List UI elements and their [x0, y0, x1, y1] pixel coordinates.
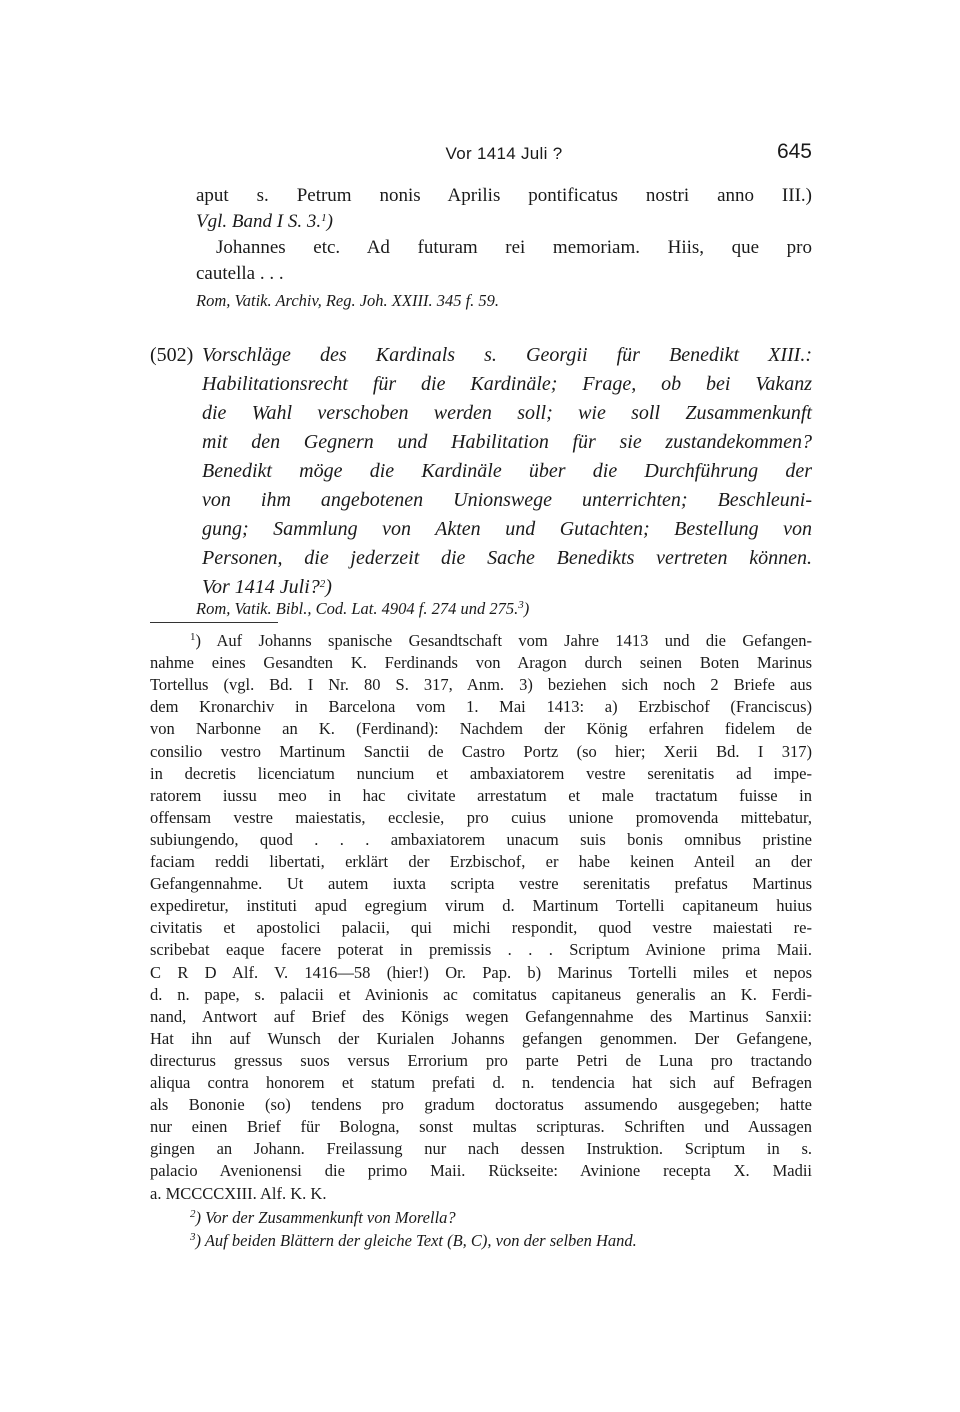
- footnote-1-line: [150, 873, 812, 895]
- entry-source: [196, 598, 529, 620]
- footnote-3-marker: 3: [190, 1231, 196, 1243]
- running-head: Vor 1414 Juli ?: [445, 144, 563, 163]
- entry-date-close: ): [325, 576, 332, 598]
- entry-source-close: ): [523, 599, 530, 618]
- intro-line: aput s. Petrum nonis Aprilis pontificatus nostri anno III.): [196, 185, 812, 206]
- entry-heading-line: von ihm angebotenen Unionswege unterrichten; Beschleuni-: [202, 489, 812, 511]
- footnote-1-line-text: nur einen Brief für Bologna, sonst multas scripturas. Schriften und Aussagen: [150, 1117, 812, 1137]
- footnote-1-line: [150, 652, 812, 674]
- footnote-1-line-text: offensam vestre maiestatis, ecclesie, pro cuius unione promovenda mittebatur,: [150, 807, 812, 827]
- footnote-1-line: [150, 851, 812, 873]
- footnote-1-line-text: a. MCCCCXIII. Alf. K. K.: [150, 1183, 327, 1203]
- footnote-1-line-text: expediretur, instituti apud egregium virum d. Martinum Tortelli capitaneum huius: [150, 896, 812, 916]
- footnote-1-line-text: ) Auf Johanns spanische Gesandtschaft vom Jahre 1413 und die Gefangen-: [195, 631, 812, 650]
- footnote-1-line: [150, 741, 812, 763]
- footnote-2-marker: 2: [190, 1208, 196, 1220]
- footnote-1-line: [150, 939, 812, 961]
- footnote-1-line-text: directurus gressus suos versus Errorium pro parte Petri de Luna pro tractando: [150, 1050, 812, 1070]
- footnote-1-line-text: gingen an Johann. Freilassung nur nach dessen Instruktion. Scriptum in s.: [150, 1139, 812, 1159]
- footnote-1-line: [150, 1094, 812, 1116]
- footnote-3: [190, 1230, 637, 1252]
- footnote-1-line: [150, 1116, 812, 1138]
- footnote-1-line-text: nahme eines Gesandten K. Ferdinands von Aragon durch seinen Boten Marinus: [150, 653, 812, 673]
- entry-source-text: Rom, Vatik. Bibl., Cod. Lat. 4904 f. 274 und 275.: [196, 599, 519, 618]
- intro-reference-close: ): [326, 211, 333, 232]
- footnote-1-line-text: Tortellus (vgl. Bd. I Nr. 80 S. 317, Anm. 3) beziehen sich noch 2 Briefe aus: [150, 675, 812, 695]
- footnote-1-line-text: scribebat eaque facere poterat in premissis . . . Scriptum Avinione prima Maii.: [150, 940, 812, 960]
- footnote-ref-2: 2: [319, 578, 326, 590]
- intro-line: cautella . . .: [196, 263, 284, 284]
- footnote-ref-3: 3: [518, 599, 524, 611]
- footnote-ref-1: 1: [321, 212, 327, 224]
- footnote-1-line-text: nand, Antwort auf Brief des Königs wegen Gefangennahme des Martinus Sanxii:: [150, 1006, 812, 1026]
- footnote-1-line: [150, 718, 812, 740]
- intro-source: Rom, Vatik. Archiv, Reg. Joh. XXIII. 345 f. 59.: [196, 291, 500, 310]
- footnote-1-line: [150, 895, 812, 917]
- footnote-1-line: [150, 1072, 812, 1094]
- footnote-1-line: [150, 696, 812, 718]
- footnote-1-line-text: palacio Avenionensi die primo Maii. Rückseite: Avinione recepta X. Madii: [150, 1161, 812, 1181]
- footnote-2-text: ) Vor der Zusammenkunft von Morella?: [195, 1208, 456, 1227]
- footnote-1-line: [150, 807, 812, 829]
- footnote-1-line-text: von Narbonne an K. (Ferdinand): Nachdem der König erfahren fidelem de: [150, 719, 812, 739]
- footnote-1-line: [150, 1028, 812, 1050]
- intro-line: Johannes etc. Ad futuram rei memoriam. Hiis, que pro: [216, 237, 812, 258]
- footnote-1-marker: 1: [190, 631, 196, 643]
- footnote-1-line: [150, 984, 812, 1006]
- footnote-1-line: [190, 630, 812, 652]
- entry-heading-line: Personen, die jederzeit die Sache Benedikts vertreten können.: [202, 547, 812, 569]
- entry-heading-line: Vorschläge des Kardinals s. Georgii für Benedikt XIII.:: [202, 344, 812, 366]
- footnote-1-line-text: d. n. pape, s. palacii et Avinionis ac comitatus capitaneus generalis an K. Ferdi-: [150, 984, 812, 1004]
- entry-heading-line: mit den Gegnern und Habilitation für sie zustandekommen?: [202, 431, 812, 453]
- entry-heading-line: Habilitationsrecht für die Kardinäle; Frage, ob bei Vakanz: [202, 373, 812, 395]
- footnote-1-line-text: in decretis licenciatum nuncium et ambaxiatorem vestre serenitatis ad impe-: [150, 763, 812, 783]
- footnote-1-line-text: dem Kronarchiv in Barcelona vom 1. Mai 1413: a) Erzbischof (Franciscus): [150, 697, 812, 717]
- footnote-1-line: [150, 674, 812, 696]
- entry-heading-line: Benedikt möge die Kardinäle über die Durchführung der: [202, 460, 812, 482]
- footnote-divider: [150, 622, 278, 623]
- footnote-1-line: [150, 917, 812, 939]
- footnote-1-line: [150, 763, 812, 785]
- footnote-1-line-text: Gefangennahme. Ut autem iuxta scripta vestre serenitatis prefatus Martinus: [150, 874, 812, 894]
- footnote-3-text: ) Auf beiden Blättern der gleiche Text (B, C), von der selben Hand.: [195, 1231, 637, 1250]
- footnote-1-line: [150, 1183, 326, 1205]
- footnote-1-line: [150, 1050, 812, 1072]
- page-number: 645: [776, 140, 812, 163]
- entry-number: (502): [150, 344, 194, 366]
- footnote-1-line: [150, 1138, 812, 1160]
- footnote-1-line-text: consilio vestro Martinum Sanctii de Castro Portz (so hier; Xerii Bd. I 317): [150, 741, 812, 761]
- footnote-1-line-text: civitatis et apostolici palacii, qui michi respondit, quod vestre maiestati re-: [150, 918, 812, 938]
- entry-heading-line: die Wahl verschoben werden soll; wie soll Zusammenkunft: [202, 402, 812, 424]
- entry-date-text: Vor 1414 Juli?: [202, 576, 320, 598]
- footnote-1-line-text: Hat ihn auf Wunsch der Kurialen Johanns gefangen genommen. Der Gefangene,: [150, 1028, 812, 1048]
- entry-heading-line: gung; Sammlung von Akten und Gutachten; Bestellung von: [202, 518, 812, 540]
- footnote-1-line: [150, 1160, 812, 1182]
- footnote-1-line-text: faciam reddi libertati, erklärt der Erzbischof, er habe keinen Anteil an der: [150, 852, 812, 871]
- footnote-1-line: [150, 962, 812, 984]
- footnote-1-line-text: subiungendo, quod . . . ambaxiatorem unacum suis bonis omnibus pristine: [150, 829, 812, 849]
- footnote-1-line-text: aliqua contra honorem et statum prefati d. n. tendencia hat sich auf Befragen: [150, 1073, 812, 1092]
- footnote-2: [190, 1207, 456, 1229]
- intro-reference: [196, 210, 333, 234]
- footnote-1-line: [150, 785, 812, 807]
- footnote-1-line-text: ratorem iussu meo in hac civitate arrestatum et male tractatum fuisse in: [150, 785, 812, 805]
- page-header: [196, 140, 812, 170]
- footnote-1-line-text: als Bononie (so) tendens pro gradum doctoratus assumendo ausgegeben; hatte: [150, 1095, 812, 1115]
- footnote-1-line: [150, 829, 812, 851]
- entry-date: [202, 575, 332, 599]
- footnote-1-line-text: C R D Alf. V. 1416—58 (hier!) Or. Pap. b) Marinus Tortelli miles et nepos: [150, 962, 812, 982]
- footnote-1-line: [150, 1006, 812, 1028]
- intro-reference-text: Vgl. Band I S. 3.: [196, 211, 322, 232]
